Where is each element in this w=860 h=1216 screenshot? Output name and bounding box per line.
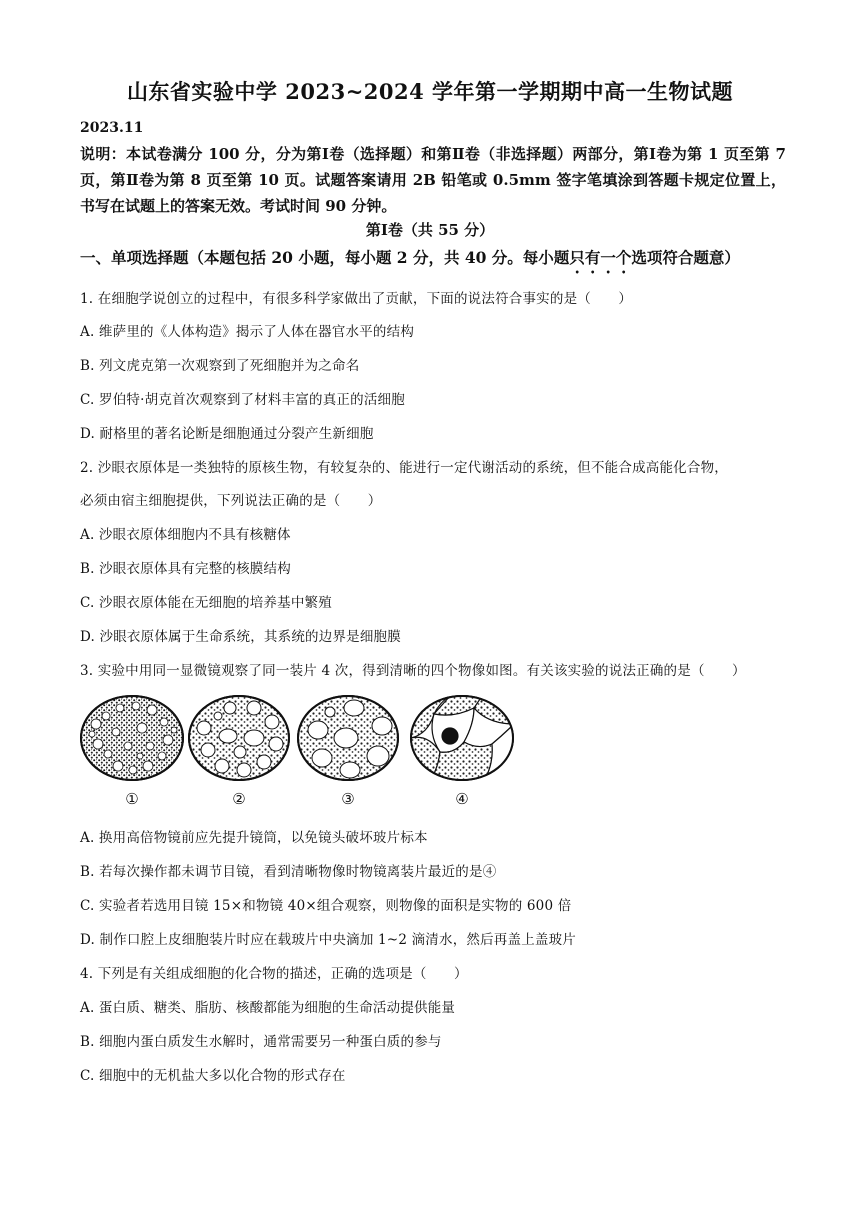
question-2-option-c: C. 沙眼衣原体能在无细胞的培养基中繁殖: [80, 595, 332, 611]
question-3-option-b: B. 若每次操作都未调节目镜，看到清晰物像时物镜离装片最近的是④: [80, 864, 497, 880]
question-3-option-c: C. 实验者若选用目镜 15×和物镜 40×组合观察，则物像的面积是实物的 600 倍: [80, 898, 572, 914]
section-title-text-after: 选项符合题意）: [631, 248, 740, 267]
instructions-paragraph: 说明：本试卷满分 100 分，分为第Ⅰ卷（选择题）和第Ⅱ卷（非选择题）两部分，第Ⅰ卷为第 1 页至第 7 页，第Ⅱ卷为第 8 页至第 10 页。试题答案请用 2B 铅笔或 0.5mm 签字笔填涂到答题卡规定位置上，书写在试题上的答案无效。考试时间 90 分钟。: [80, 145, 786, 215]
question-1-option-b: B. 列文虎克第一次观察到了死细胞并为之命名: [80, 358, 360, 374]
question-2-stem-line-2: 必须由宿主细胞提供，下列说法正确的是（ ）: [80, 493, 382, 509]
question-1-stem: 1. 在细胞学说创立的过程中，有很多科学家做出了贡献，下面的说法符合事实的是（ ）: [80, 291, 633, 307]
section-one-title: [80, 246, 800, 277]
question-1-option-a: A. 维萨里的《人体构造》揭示了人体在器官水平的结构: [80, 324, 415, 340]
question-4-option-b: B. 细胞内蛋白质发生水解时，通常需要另一种蛋白质的参与: [80, 1034, 442, 1050]
question-2-option-d: D. 沙眼衣原体属于生命系统，其系统的边界是细胞膜: [80, 629, 401, 645]
question-2-option-a: A. 沙眼衣原体细胞内不具有核糖体: [80, 527, 291, 543]
part-one-title: 第Ⅰ卷（共 55 分）: [365, 221, 495, 239]
figure-label-2: ②: [232, 790, 246, 808]
question-3-stem: 3. 实验中用同一显微镜观察了同一装片 4 次，得到清晰的四个物像如图。有关该实验的说法正确的是（ ）: [80, 663, 746, 679]
section-title-emphasis: 只有一个: [569, 248, 632, 267]
microscope-view-1: [81, 696, 183, 780]
figure-label-4: ④: [455, 790, 469, 808]
microscope-view-3: [298, 696, 398, 780]
question-4-option-a: A. 蛋白质、糖类、脂肪、核酸都能为细胞的生命活动提供能量: [80, 1000, 456, 1016]
question-3-option-d: D. 制作口腔上皮细胞装片时应在载玻片中央滴加 1~2 滴清水，然后再盖上盖玻片: [80, 932, 576, 948]
question-4-option-c: C. 细胞中的无机盐大多以化合物的形式存在: [80, 1068, 346, 1084]
microscope-view-figure: [78, 694, 518, 812]
page-title: 山东省实验中学 2023~2024 学年第一学期期中高一生物试题: [126, 79, 734, 104]
microscope-views-svg: [78, 694, 518, 812]
question-2-option-b: B. 沙眼衣原体具有完整的核膜结构: [80, 561, 291, 577]
figure-label-3: ③: [341, 790, 355, 808]
question-1-option-c: C. 罗伯特·胡克首次观察到了材料丰富的真正的活细胞: [80, 392, 405, 408]
figure-label-1: ①: [125, 790, 139, 808]
microscope-view-4: [411, 696, 514, 784]
microscope-view-2: [189, 696, 289, 780]
question-1-option-d: D. 耐格里的著名论断是细胞通过分裂产生新细胞: [80, 426, 374, 442]
question-3-option-a: A. 换用高倍物镜前应先提升镜筒，以免镜头破坏玻片标本: [80, 830, 428, 846]
question-2-stem-line-1: 2. 沙眼衣原体是一类独特的原核生物，有较复杂的、能进行一定代谢活动的系统，但不能合成高能化合物，: [80, 460, 728, 476]
section-title-text-before: 一、单项选择题（本题包括 20 小题，每小题 2 分，共 40 分。每小题: [80, 248, 570, 267]
exam-date: 2023.11: [80, 120, 144, 136]
question-4-stem: 4. 下列是有关组成细胞的化合物的描述，正确的选项是（ ）: [80, 966, 468, 982]
